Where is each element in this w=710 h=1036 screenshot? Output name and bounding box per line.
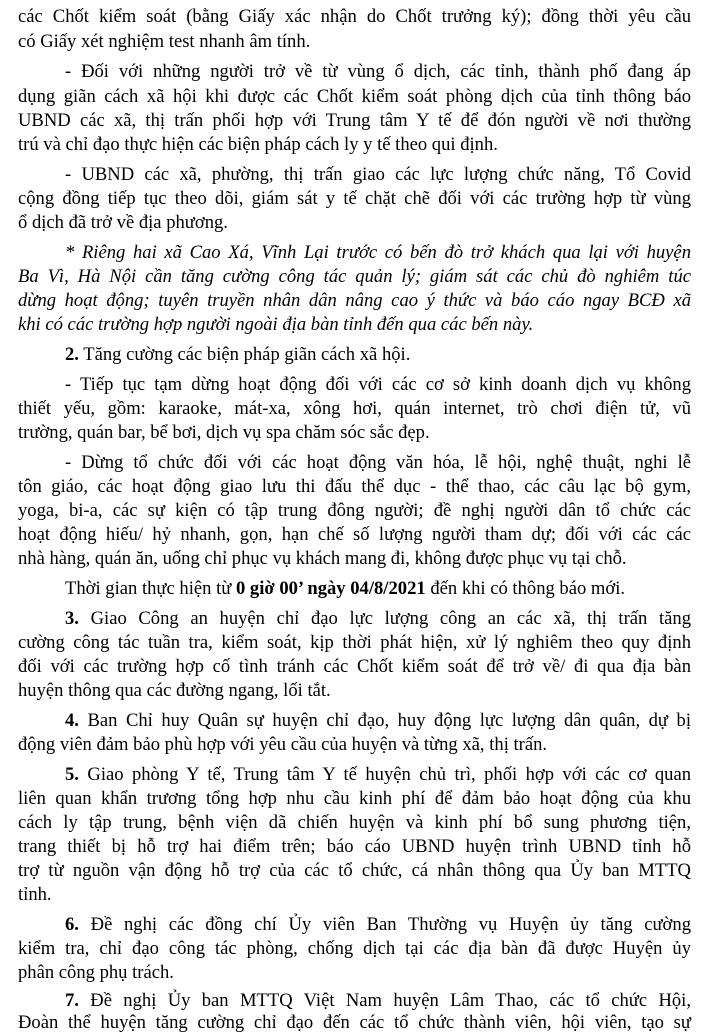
text-line: nhà hàng, quán ăn, uống chỉ phục vụ khách mang đi, không được phục vụ tại chỗ. — [18, 548, 627, 569]
text-line: tỉnh. — [18, 884, 52, 905]
text-line: - Đối với những người trở về từ vùng ổ dịch, các tỉnh, thành phố đang áp — [65, 61, 691, 82]
text-line: trợ từ nguồn vận động hỗ trợ của các tổ chức, cá nhân thông qua Ủy ban MTTQ — [18, 860, 691, 881]
text-line: UBND các xã, thị trấn phối hợp với Trung tâm Y tế để đón người về nơi thường — [18, 110, 691, 131]
effective-time-value: 0 giờ 00’ ngày 04/8/2021 — [235, 578, 426, 599]
section-text: Đề nghị Ủy ban MTTQ Việt Nam huyện Lâm Thao, các tổ chức Hội, — [90, 990, 691, 1011]
section-text: Đề nghị các đồng chí Ủy viên Ban Thường vụ Huyện ủy tăng cường — [90, 914, 691, 935]
section-text: Giao phòng Y tế, Trung tâm Y tế huyện chủ trì, phối hợp với các cơ quan — [87, 764, 692, 785]
text-line: động viên đảm bảo phù hợp với yêu cầu của huyện và từng xã, thị trấn. — [18, 734, 548, 755]
section-number: 5. — [65, 764, 79, 785]
text-line: cường công tác tuần tra, kiểm soát, kịp thời phát hiện, xử lý nghiêm theo quy định — [18, 632, 691, 653]
text-line: yoga, bi-a, các sự kiện có tập trung đông người; đề nghị người dân tổ chức các — [18, 500, 691, 521]
section-number: 7. — [65, 990, 79, 1011]
section-title: Tăng cường các biện pháp giãn cách xã hội. — [83, 344, 411, 365]
text-line: tôn giáo, các hoạt động giao lưu thi đấu thể dục - thể thao, các câu lạc bộ gym, — [18, 476, 691, 497]
italic-note-line: Ba Vì, Hà Nội cần tăng cường công tác quản lý; giám sát các chủ đò nghiêm túc — [18, 266, 691, 287]
section-text: Ban Chỉ huy Quân sự huyện chỉ đạo, huy động lực lượng dân quân, dự bị — [87, 710, 691, 731]
text-line: cộng đồng tiếp tục theo dõi, giám sát y tế chặt chẽ đối với các trường hợp từ vùng — [18, 188, 691, 209]
text-line: thiết yếu, gồm: karaoke, mát-xa, xông hơi, quán internet, trò chơi điện tử, vũ — [18, 398, 691, 419]
text-line: liên quan khẩn trương tổng hợp nhu cầu kinh phí để đảm bảo hoạt động của khu — [18, 788, 691, 809]
text-line: hoạt động hiếu/ hỷ nhanh, gọn, hạn chế số lượng người tham dự; đối với các các — [18, 524, 691, 545]
italic-note-line: khi có các trường hợp người ngoài địa bàn tỉnh đến qua các bến này. — [18, 314, 534, 335]
text-line: dụng giãn cách xã hội khi được các Chốt kiểm soát phòng dịch của tỉnh thông báo — [18, 86, 691, 107]
text-line: có Giấy xét nghiệm test nhanh âm tính. — [18, 31, 311, 52]
text-line: trú và chỉ đạo thực hiện các biện pháp cách ly y tế theo qui định. — [18, 134, 498, 155]
section-number: 3. — [65, 608, 79, 629]
text-line: huyện thông qua các đường ngang, lối tắt. — [18, 680, 331, 701]
section-number: 2. — [65, 344, 79, 365]
section-number: 4. — [65, 710, 79, 731]
effective-time-line — [65, 578, 691, 601]
section-heading-6 — [65, 914, 691, 937]
text-line: Đoàn thể huyện tăng cường chỉ đạo đến các tổ chức thành viên, hội viên, tạo sự — [18, 1012, 691, 1033]
text-line: - UBND các xã, phường, thị trấn giao các lực lượng chức năng, Tổ Covid — [65, 164, 691, 185]
text-line: đối với các trường hợp cố tình tránh các Chốt kiểm soát để trở về/ đi qua địa bàn — [18, 656, 691, 677]
section-heading-2 — [65, 344, 691, 367]
section-heading-7 — [65, 990, 691, 1013]
text-line: - Tiếp tục tạm dừng hoạt động đối với các cơ sở kinh doanh dịch vụ không — [65, 374, 691, 395]
section-heading-4 — [65, 710, 691, 733]
text-line: trường, quán bar, bể bơi, dịch vụ spa chăm sóc sắc đẹp. — [18, 422, 430, 443]
effective-time-suffix: đến khi có thông báo mới. — [430, 578, 626, 599]
text-line: các Chốt kiểm soát (bằng Giấy xác nhận do Chốt trưởng ký); đồng thời yêu cầu — [18, 6, 691, 27]
text-line: phân công phụ trách. — [18, 962, 174, 983]
text-line: kiểm tra, chỉ đạo công tác phòng, chống dịch tại các địa bàn đã được Huyện ủy — [18, 938, 691, 959]
italic-note-line: * Riêng hai xã Cao Xá, Vĩnh Lại trước có bến đò trở khách qua lại với huyện — [65, 242, 691, 263]
text-line: trang thiết bị hỗ trợ hai điểm trên; báo cáo UBND huyện trình UBND tỉnh hỗ — [18, 836, 691, 857]
text-line: ổ dịch đã trở về địa phương. — [18, 212, 228, 233]
section-heading-3 — [65, 608, 691, 631]
section-text: Giao Công an huyện chỉ đạo lực lượng công an các xã, thị trấn tăng — [90, 608, 691, 629]
section-number: 6. — [65, 914, 79, 935]
text-line: cách ly tập trung, bệnh viện dã chiến huyện và kinh phí bổ sung phương tiện, — [18, 812, 691, 833]
effective-time-prefix: Thời gian thực hiện từ — [65, 578, 232, 599]
section-heading-5 — [65, 764, 691, 787]
text-line: - Dừng tổ chức đối với các hoạt động văn hóa, lễ hội, nghệ thuật, nghi lễ — [65, 452, 691, 473]
italic-note-line: dừng hoạt động; tuyên truyền nhân dân nâng cao ý thức và báo cáo ngay BCĐ xã — [18, 290, 691, 311]
